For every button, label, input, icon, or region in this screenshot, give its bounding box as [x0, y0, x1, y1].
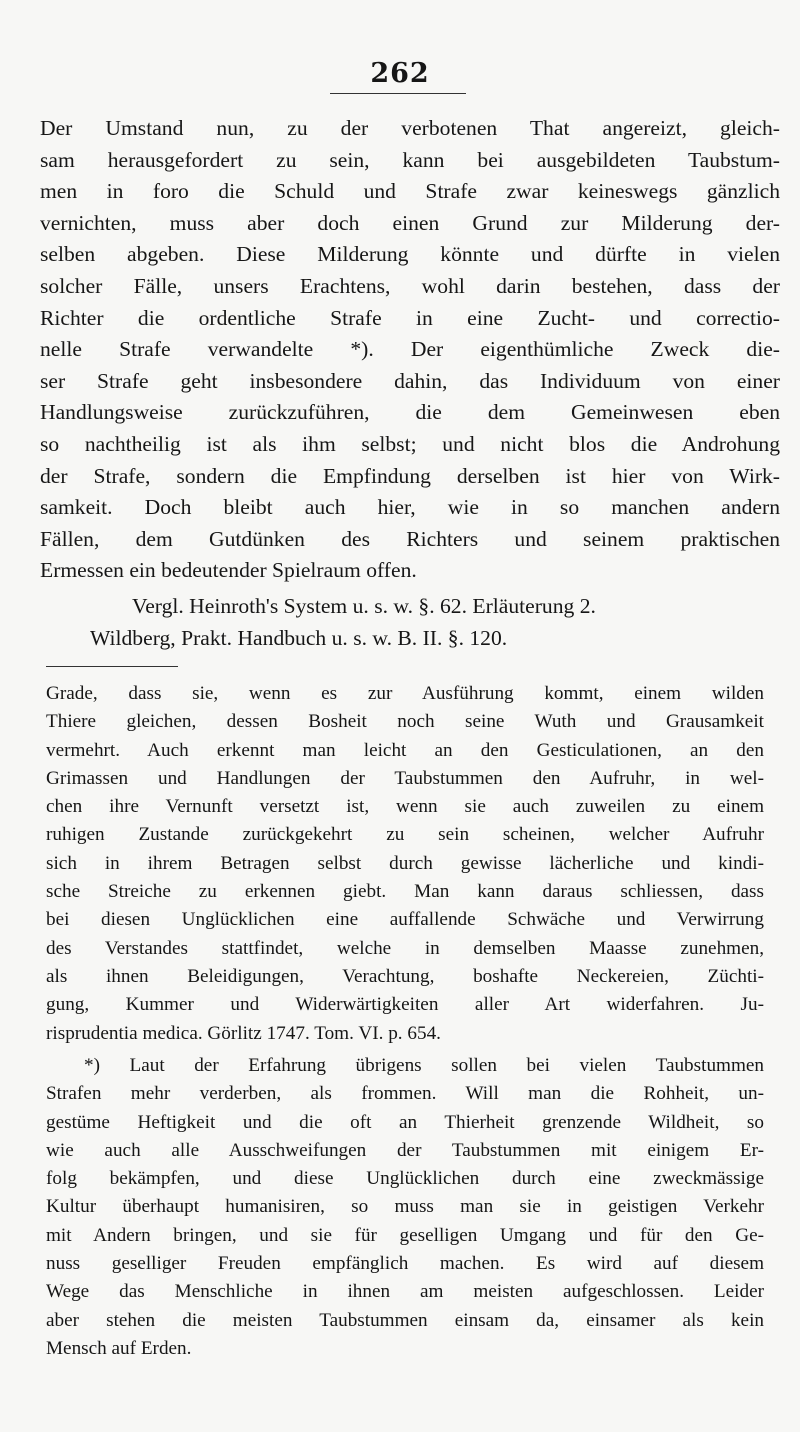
main-text-line: samkeit. Doch bleibt auch hier, wie in so manchen andern [40, 495, 780, 520]
footnote-rule [46, 666, 178, 667]
main-text-line: der Strafe, sondern die Empfindung derselben ist hier von Wirk- [40, 463, 780, 488]
main-text-line: Ermessen ein bedeutender Spielraum offen. [40, 558, 417, 583]
main-text-line: ser Strafe geht insbesondere dahin, das Individuum von einer [40, 368, 780, 393]
footnote-line: Thiere gleichen, dessen Bosheit noch seine Wuth und Grausamkeit [46, 711, 764, 733]
footnote-line: mit Andern bringen, und sie für geselligen Umgang und für den Ge- [46, 1224, 764, 1246]
footnote-line: Grade, dass sie, wenn es zur Ausführung kommt, einem wilden [46, 683, 764, 704]
reference-heinroth: Vergl. Heinroth's System u. s. w. §. 62. Erläuterung 2. [132, 594, 596, 618]
main-text-line: Handlungsweise zurückzuführen, die dem Gemeinwesen eben [40, 400, 780, 425]
footnote-line: gestüme Heftigkeit und die oft an Thierheit grenzende Wildheit, so [46, 1111, 764, 1133]
footnote-line: ruhigen Zustande zurückgekehrt zu sein scheinen, welcher Aufruhr [46, 824, 764, 846]
main-text-line: nelle Strafe verwandelte *). Der eigenthümliche Zweck die- [40, 337, 780, 362]
main-text-line: Richter die ordentliche Strafe in eine Zucht- und correctio- [40, 305, 780, 330]
footnote-line: Grimassen und Handlungen der Taubstummen den Aufruhr, in wel- [46, 767, 764, 789]
footnote-continued [46, 680, 764, 1048]
footnote-line: Mensch auf Erden. [46, 1337, 192, 1359]
page-number: 262 [370, 58, 430, 89]
footnote-line: sche Streiche zu erkennen giebt. Man kann daraus schliessen, dass [46, 881, 764, 903]
main-text-line: sam herausgefordert zu sein, kann bei ausgebildeten Taubstum- [40, 147, 780, 172]
main-text [40, 113, 780, 587]
footnote-line: chen ihre Vernunft versetzt ist, wenn sie auch zuweilen zu einem [46, 796, 764, 818]
footnote-line: Strafen mehr verderben, als frommen. Will man die Rohheit, un- [46, 1083, 764, 1105]
reference-block [40, 591, 780, 654]
footnote-line: nuss geselliger Freuden empfänglich machen. Es wird auf diesem [46, 1253, 764, 1275]
main-text-line: selben abgeben. Diese Milderung könnte und dürfte in vielen [40, 242, 780, 267]
page-number-rule [330, 93, 466, 94]
footnote-line: bei diesen Unglücklichen eine auffallende Schwäche und Verwirrung [46, 909, 764, 931]
main-text-line: Der Umstand nun, zu der verbotenen That angereizt, gleich- [40, 116, 780, 140]
footnote-line: vermehrt. Auch erkennt man leicht an den Gesticulationen, an den [46, 739, 764, 761]
footnote-line: wie auch alle Ausschweifungen der Taubstummen mit einigem Er- [46, 1139, 764, 1161]
footnote-line: folg bekämpfen, und diese Unglücklichen durch eine zweckmässige [46, 1168, 764, 1190]
main-text-line: so nachtheilig ist als ihm selbst; und nicht blos die Androhung [40, 431, 780, 456]
footnote-line: sich in ihrem Betragen selbst durch gewisse lächerliche und kindi- [46, 852, 764, 874]
main-text-line: vernichten, muss aber doch einen Grund zur Milderung der- [40, 210, 780, 235]
main-text-line: solcher Fälle, unsers Erachtens, wohl darin bestehen, dass der [40, 273, 780, 298]
reference-wildberg: Wildberg, Prakt. Handbuch u. s. w. B. II. §. 120. [90, 625, 508, 650]
footnote-line: als ihnen Beleidigungen, Verachtung, boshafte Neckereien, Züchti- [46, 965, 764, 987]
main-text-line: Fällen, dem Gutdünken des Richters und seinem praktischen [40, 526, 780, 551]
footnote-line: aber stehen die meisten Taubstummen einsam da, einsamer als kein [46, 1309, 764, 1331]
footnote-line: des Verstandes stattfindet, welche in demselben Maasse zunehmen, [46, 937, 764, 959]
footnote-line: Wege das Menschliche in ihnen am meisten aufgeschlossen. Leider [46, 1281, 764, 1303]
main-text-line: men in foro die Schuld und Strafe zwar keineswegs gänzlich [40, 179, 780, 204]
footnote-line: *) Laut der Erfahrung übrigens sollen bei vielen Taubstummen [84, 1055, 764, 1076]
footnote-line: risprudentia medica. Görlitz 1747. Tom. VI. p. 654. [46, 1022, 441, 1044]
footnote-star [46, 1052, 764, 1363]
footnote-line: gung, Kummer und Widerwärtigkeiten aller Art widerfahren. Ju- [46, 994, 764, 1016]
footnote-line: Kultur überhaupt humanisiren, so muss man sie in geistigen Verkehr [46, 1196, 764, 1218]
